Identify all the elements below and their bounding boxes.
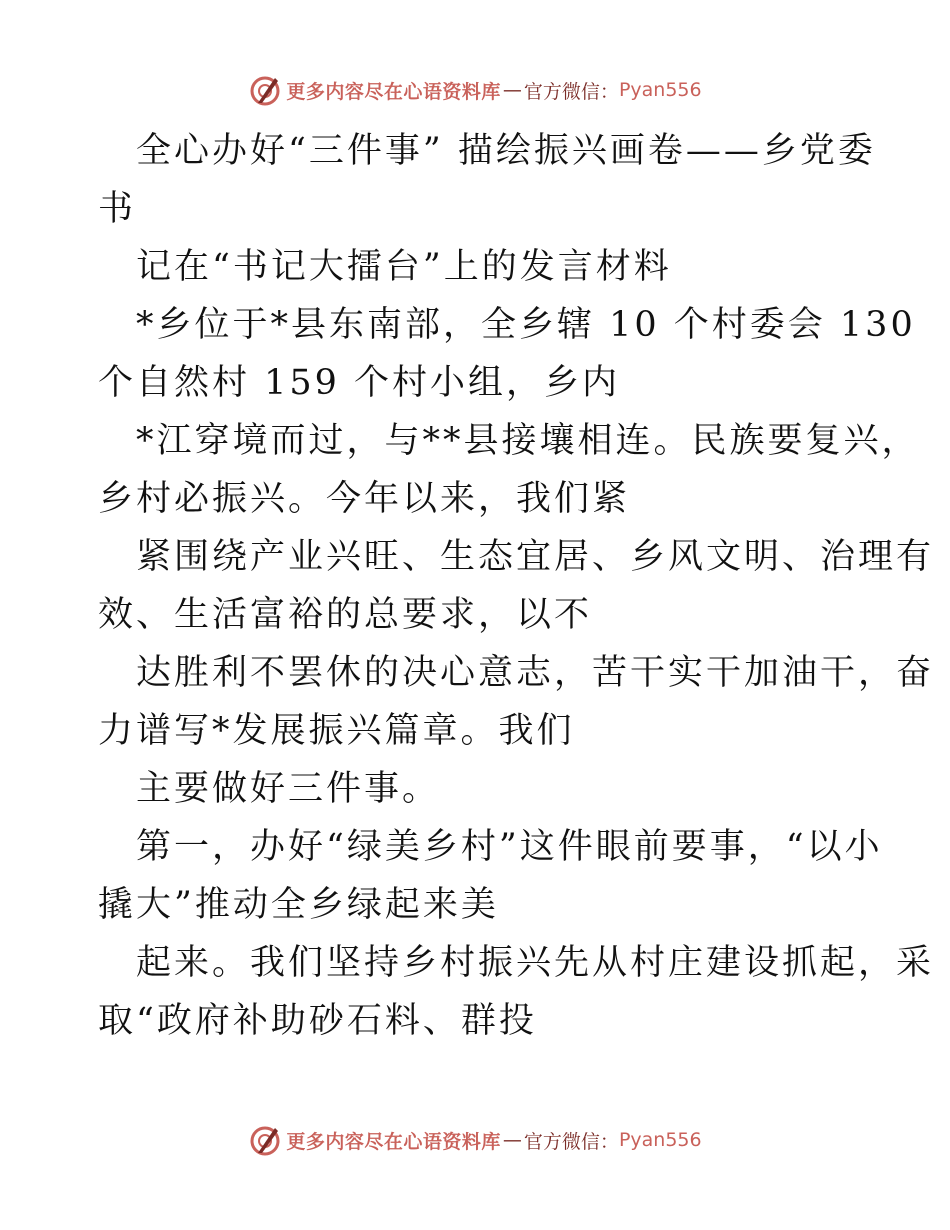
text-line: 第一，办好“绿美乡村”这件眼前要事，“以小 [136,827,883,867]
watermark-wechat-id: Pyan556 [618,1129,702,1151]
text-line: 记在“书记大擂台”上的发言材料 [136,247,672,287]
text-line: 效、生活富裕的总要求，以不 [98,595,593,635]
text-line: 力谱写*发展振兴篇章。我们 [98,711,575,751]
watermark-wechat-label: 官方微信： [523,80,619,103]
text-line: *江穿境而过，与**县接壤相连。民族要复兴， [136,421,920,461]
text-line: 个自然村 159 个村小组，乡内 [98,363,621,403]
text-line: 起来。我们坚持乡村振兴先从村庄建设抓起，采 [136,943,935,983]
watermark-wechat-id: Pyan556 [618,79,702,101]
document-body [98,122,935,1050]
text-line: 达胜利不罢休的决心意志，苦干实干加油干，奋 [136,653,935,693]
text-line: *乡位于*县东南部，全乡辖 10 个村委会 130 [136,305,916,345]
text-line: 取“政府补助砂石料、群投 [98,1001,537,1041]
quill-logo-icon [248,1123,282,1157]
text-line: 紧围绕产业兴旺、生态宜居、乡风文明、治理有 [136,537,935,577]
header-watermark [0,70,950,110]
text-line: 撬大”推动全乡绿起来美 [98,885,499,925]
text-line: 书 [98,189,137,229]
watermark-separator: — [502,79,522,101]
footer-watermark [0,1120,950,1160]
watermark-main-text: 更多内容尽在心语资料库 [286,80,501,103]
quill-logo-icon [248,73,282,107]
watermark-main-text: 更多内容尽在心语资料库 [286,1130,501,1153]
text-line: 全心办好“三件事” 描绘振兴画卷——乡党委 [136,131,876,171]
watermark-separator: — [502,1129,522,1151]
watermark-wechat-label: 官方微信： [523,1130,619,1153]
text-line: 主要做好三件事。 [136,769,441,809]
text-line: 乡村必振兴。今年以来，我们紧 [98,479,631,519]
